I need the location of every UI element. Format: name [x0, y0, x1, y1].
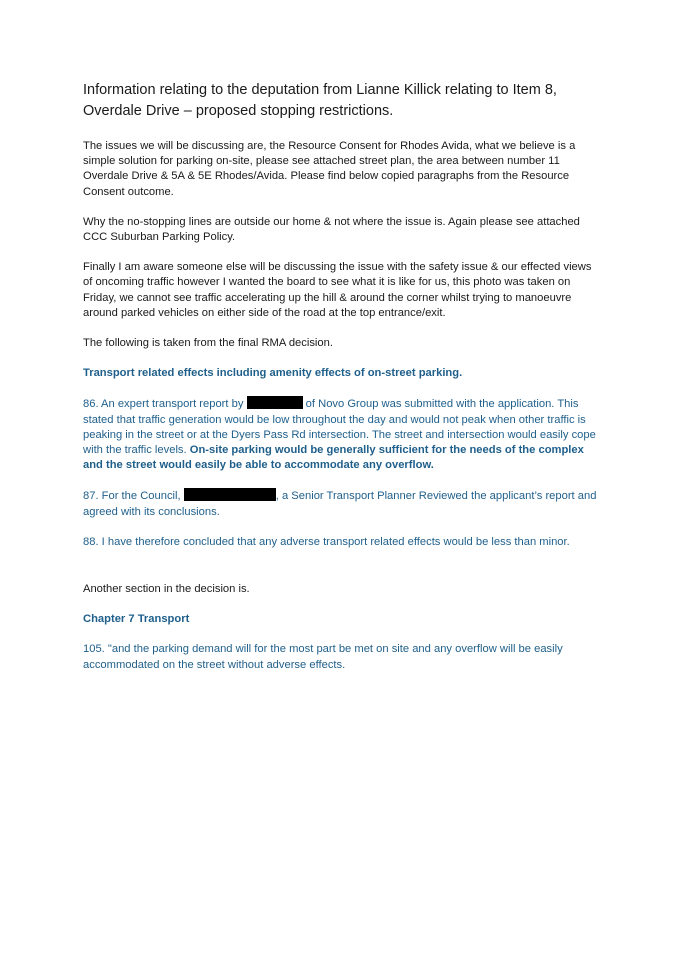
p86-before-redaction: 86. An expert transport report by — [83, 398, 244, 411]
chapter-heading: Chapter 7 Transport — [83, 613, 190, 626]
document-title: Information relating to the deputation from Lianne Killick relating to Item 8, Overdale Drive – proposed stopping restrictions. — [83, 82, 557, 119]
another-section-text: Another section in the decision is. — [83, 583, 250, 596]
p86-bold-text: On-site parking would be generally sufficient for the needs of the complex and the street would easily be able to accommodate any overflow. — [83, 444, 584, 472]
intro-paragraph-1: The issues we will be discussing are, the Resource Consent for Rhodes Avida, what we believe is a simple solution for parking on-site, please see attached street plan, the area between number 11 Overdale Drive & 5A & 5E Rhodes/Avida. Please find below copied paragraphs from the Resource Consent outcome. — [83, 140, 576, 198]
intro-paragraph-4: The following is taken from the final RMA decision. — [83, 337, 333, 350]
paragraph-86 — [83, 396, 603, 473]
document-page — [83, 80, 603, 688]
p86-after-redaction: of Novo Group was submitted with the application. This stated that traffic generation would be low throughout the day and would not peak when other traffic is peaking in the street or at the Dyers Pass Rd intersection. The street and intersection would easily cope with the traffic levels. — [83, 398, 596, 457]
intro-paragraph-2: Why the no-stopping lines are outside our home & not where the issue is. Again please see attached CCC Suburban Parking Policy. — [83, 215, 580, 244]
redaction-block — [184, 488, 276, 501]
intro-paragraph-3: Finally I am aware someone else will be discussing the issue with the safety issue & our effected views of oncoming traffic however I wanted the board to see what it is like for us, this photo was taken on Friday, we cannot see traffic accelerating up the hill & around the corner whilst trying to manoeuvre around parked vehicles on either side of the road at the top entrance/exit. — [83, 261, 592, 319]
redaction-block — [247, 396, 303, 409]
paragraph-88: 88. I have therefore concluded that any adverse transport related effects would be less than minor. — [83, 535, 570, 548]
p87-before-redaction: 87. For the Council, — [83, 490, 181, 503]
transport-heading: Transport related effects including amenity effects of on-street parking. — [83, 367, 463, 380]
p87-after-redaction: , a Senior Transport Planner Reviewed the applicant’s report and agreed with its conclusions. — [83, 490, 597, 518]
paragraph-105: 105. "and the parking demand will for the most part be met on site and any overflow will be easily accommodated on the street without adverse effects. — [83, 643, 563, 671]
paragraph-87 — [83, 488, 603, 519]
